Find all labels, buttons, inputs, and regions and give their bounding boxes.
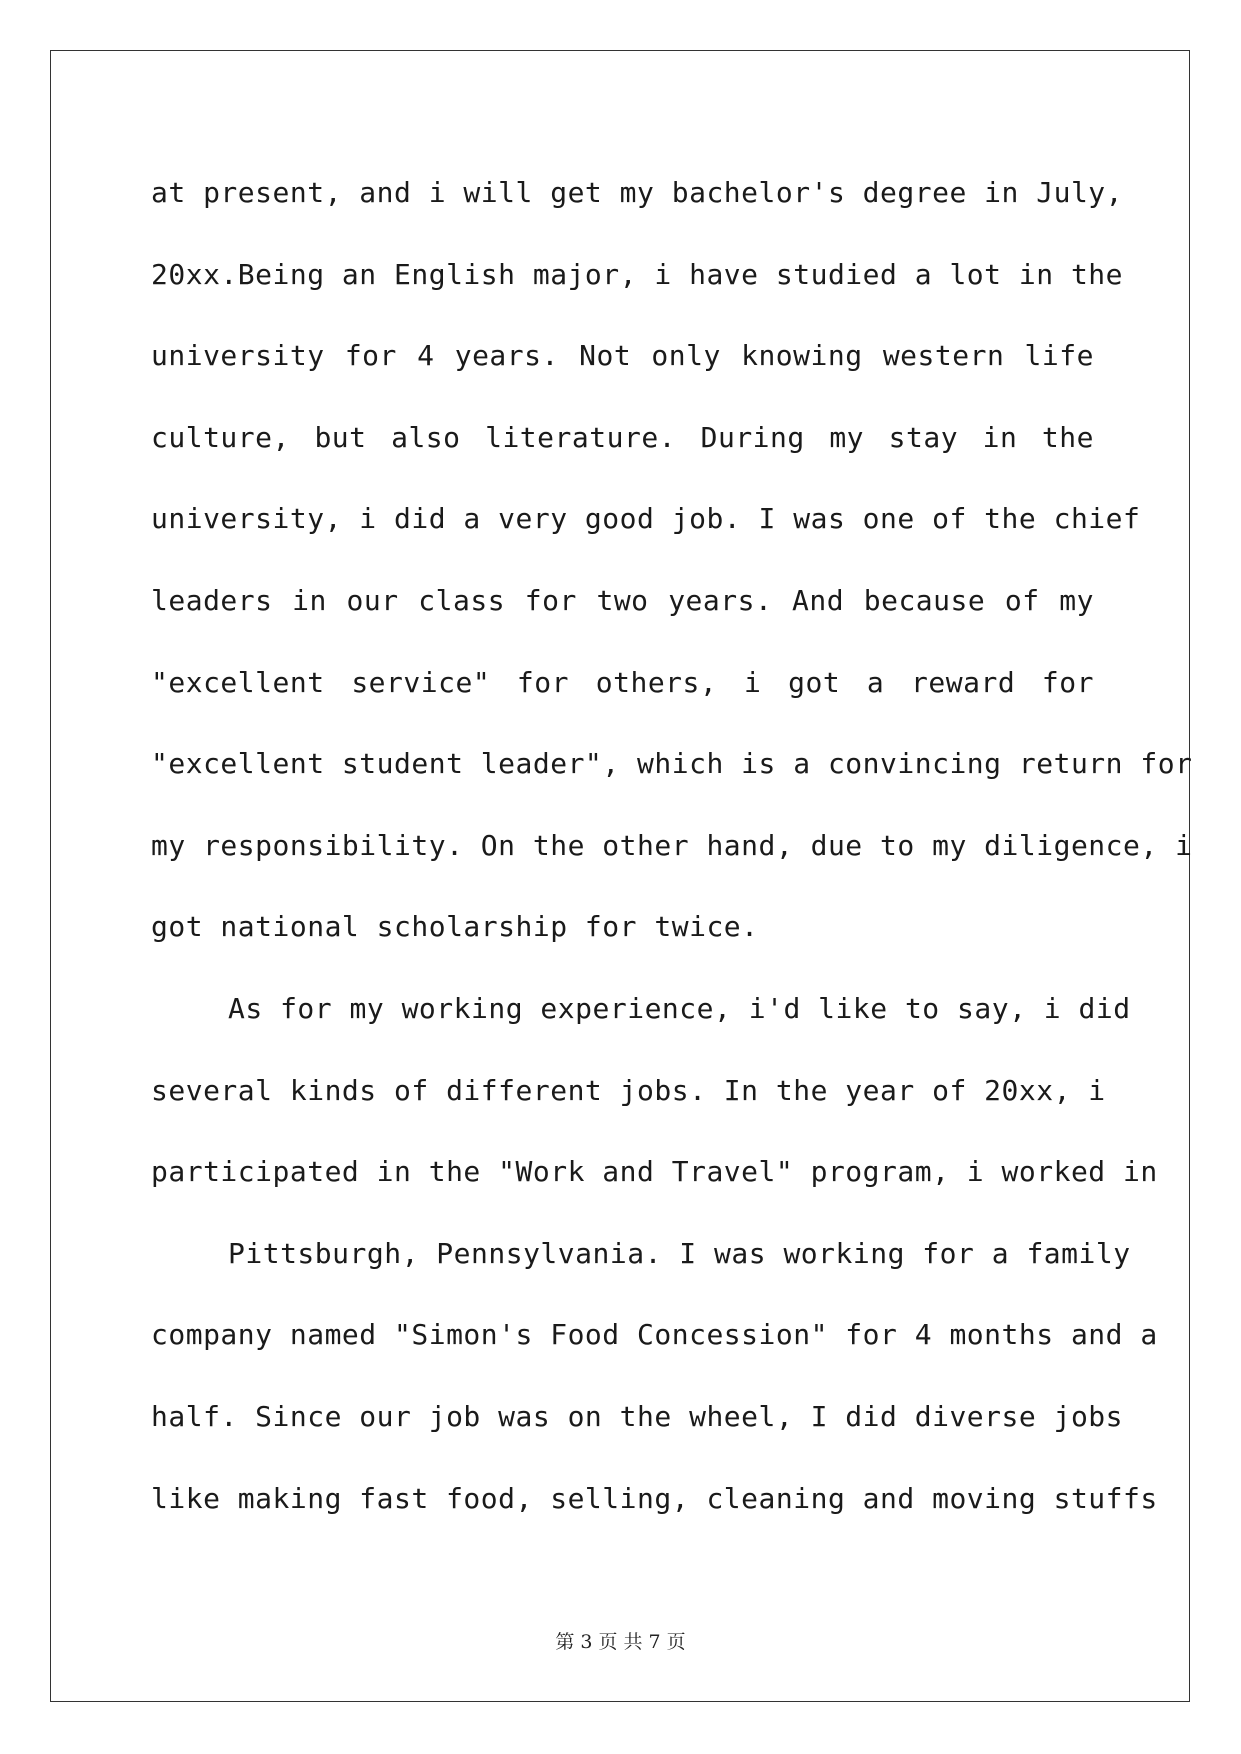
text-line: 20xx.Being an English major, i have studied a lot in the [151, 257, 1124, 291]
text-line: Pittsburgh, Pennsylvania. I was working for a family [228, 1236, 1131, 1270]
text-line: "excellent student leader", which is a convincing return for [151, 747, 1193, 781]
text-line: leaders in our class for two years. And because of my [151, 583, 1094, 617]
text-line: participated in the "Work and Travel" program, i worked in [151, 1155, 1158, 1189]
text-line: company named "Simon's Food Concession" for 4 months and a [151, 1318, 1158, 1352]
text-line: culture, but also literature. During my stay in the [151, 420, 1094, 454]
text-line: got national scholarship for twice. [151, 910, 759, 944]
page-number: 第 3 页 共 7 页 [555, 1631, 686, 1653]
text-line: university, i did a very good job. I was one of the chief [151, 502, 1141, 536]
text-line: like making fast food, selling, cleaning and moving stuffs [151, 1481, 1158, 1515]
text-line: half. Since our job was on the wheel, I did diverse jobs [151, 1399, 1124, 1433]
text-line: As for my working experience, i'd like to say, i did [228, 991, 1131, 1025]
text-line: "excellent service" for others, i got a reward for [151, 665, 1094, 699]
text-line: university for 4 years. Not only knowing western life [151, 339, 1094, 373]
document-body [151, 152, 1193, 1539]
text-line: my responsibility. On the other hand, due to my diligence, i [151, 828, 1193, 862]
text-line: several kinds of different jobs. In the year of 20xx, i [151, 1073, 1106, 1107]
text-line: at present, and i will get my bachelor's degree in July, [151, 176, 1124, 209]
